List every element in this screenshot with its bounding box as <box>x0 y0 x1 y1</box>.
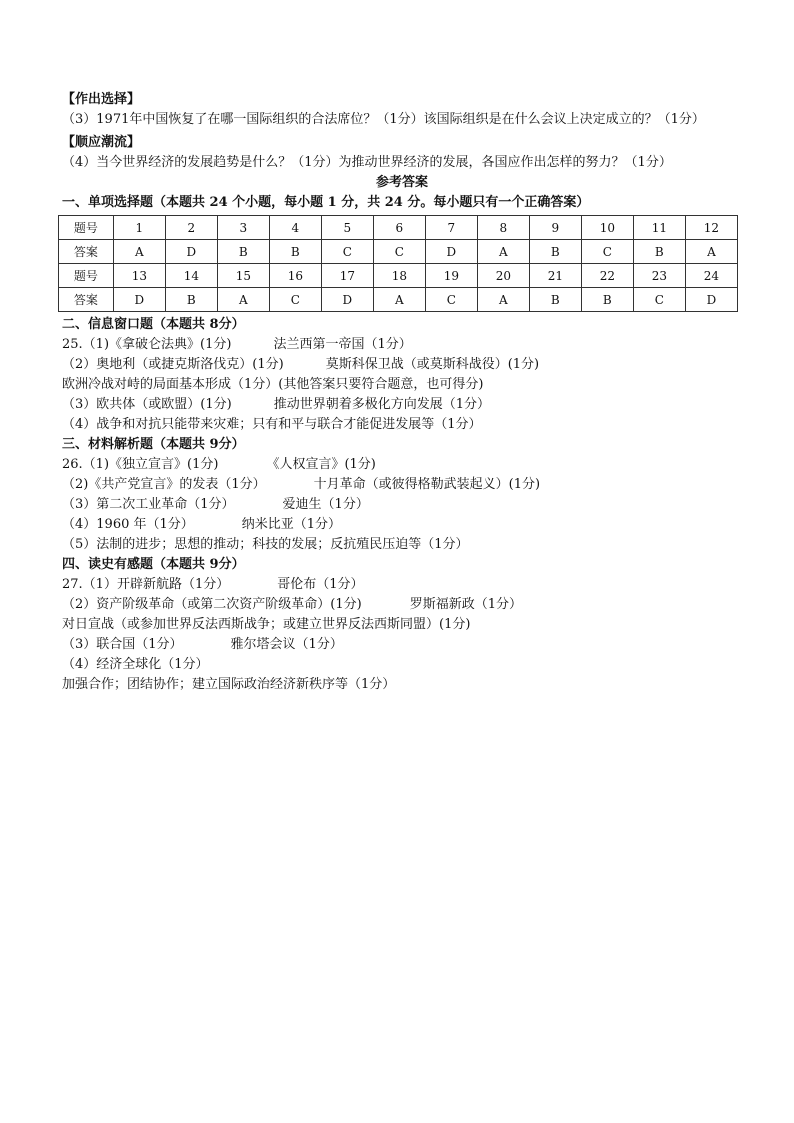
answer-text: 哥伦布（1分） <box>277 577 364 592</box>
answer-line <box>62 515 742 535</box>
answer-text: （3）第二次工业革命（1分） <box>62 497 235 512</box>
table-row-numbers-2 <box>59 264 738 288</box>
answer-text: （3）联合国（1分） <box>62 637 183 652</box>
answer-text: 罗斯福新政（1分） <box>409 597 522 612</box>
section-follow-title: 【顺应潮流】 <box>62 135 141 150</box>
table-cell: 17 <box>321 264 373 288</box>
table-cell: 2 <box>165 216 217 240</box>
table-cell: C <box>633 288 685 312</box>
answer-line <box>62 355 742 375</box>
answer-line <box>62 475 742 495</box>
table-cell: C <box>373 240 425 264</box>
table-cell: 1 <box>113 216 165 240</box>
answer-text: （2)《共产党宣言》的发表（1分） <box>62 477 266 492</box>
table-cell: 18 <box>373 264 425 288</box>
answer-text: 25.（1)《拿破仑法典》(1分) <box>62 337 232 352</box>
part4-title: 四、读史有感题（本题共 9分） <box>62 557 245 572</box>
table-cell: 12 <box>685 216 737 240</box>
answer-text: 十月革命（或彼得格勒武装起义）(1分) <box>313 477 541 492</box>
table-cell: 14 <box>165 264 217 288</box>
answer-text: 27.（1）开辟新航路（1分） <box>62 577 230 592</box>
part1-title: 一、单项选择题（本题共 24 个小题，每小题 1 分，共 24 分。每小题只有一个正确答案） <box>62 195 590 210</box>
answer-line <box>62 635 742 655</box>
table-cell: C <box>581 240 633 264</box>
table-cell: B <box>633 240 685 264</box>
answer-line: （4）战争和对抗只能带来灾难；只有和平与联合才能促进发展等（1分） <box>62 417 482 432</box>
table-row-answers-1 <box>59 240 738 264</box>
table-cell: 22 <box>581 264 633 288</box>
answer-text: 法兰西第一帝国（1分） <box>273 337 412 352</box>
table-cell: 6 <box>373 216 425 240</box>
answer-title: 参考答案 <box>375 175 428 190</box>
part2-title: 二、信息窗口题（本题共 8分） <box>62 317 245 332</box>
answer-line <box>62 575 742 595</box>
table-cell: 3 <box>217 216 269 240</box>
answer-text: 26.（1)《独立宣言》(1分) <box>62 457 219 472</box>
answer-line: 对日宣战（或参加世界反法西斯战争；或建立世界反法西斯同盟）(1分) <box>62 617 471 632</box>
answer-text: 纳米比亚（1分） <box>241 517 342 532</box>
table-cell: D <box>685 288 737 312</box>
row-label-ans: 答案 <box>59 240 114 264</box>
table-cell: 8 <box>477 216 529 240</box>
table-cell: A <box>685 240 737 264</box>
table-row-numbers-1 <box>59 216 738 240</box>
answer-table <box>58 215 738 312</box>
answer-line: 欧洲冷战对峙的局面基本形成（1分）(其他答案只要符合题意，也可得分) <box>62 377 484 392</box>
answer-line: （4）经济全球化（1分） <box>62 657 209 672</box>
table-cell: 4 <box>269 216 321 240</box>
table-cell: A <box>113 240 165 264</box>
answer-line <box>62 335 742 355</box>
table-cell: D <box>425 240 477 264</box>
table-cell: 9 <box>529 216 581 240</box>
answer-line <box>62 395 742 415</box>
row-label-num: 题号 <box>59 216 114 240</box>
table-cell: C <box>321 240 373 264</box>
answer-text: （4）1960 年（1分） <box>62 517 194 532</box>
table-cell: 21 <box>529 264 581 288</box>
table-cell: 7 <box>425 216 477 240</box>
answer-text: （3）欧共体（或欧盟）(1分) <box>62 397 232 412</box>
table-row-answers-2 <box>59 288 738 312</box>
answer-text: 爱迪生（1分） <box>282 497 369 512</box>
answer-text: 《人权宣言》(1分) <box>266 457 376 472</box>
table-cell: B <box>529 288 581 312</box>
table-cell: D <box>113 288 165 312</box>
table-cell: 5 <box>321 216 373 240</box>
answer-text: （2）奥地利（或捷克斯洛伐克）(1分) <box>62 357 284 372</box>
table-cell: 11 <box>633 216 685 240</box>
table-cell: 23 <box>633 264 685 288</box>
part3-title: 三、材料解析题（本题共 9分） <box>62 437 245 452</box>
row-label-ans: 答案 <box>59 288 114 312</box>
table-cell: 15 <box>217 264 269 288</box>
table-cell: D <box>321 288 373 312</box>
answer-line <box>62 595 742 615</box>
table-cell: B <box>217 240 269 264</box>
question-3: （3）1971年中国恢复了在哪一国际组织的合法席位？（1分）该国际组织是在什么会议上决定成立的？（1分） <box>62 112 705 127</box>
table-cell: B <box>269 240 321 264</box>
answer-line <box>62 495 742 515</box>
answer-text: 推动世界朝着多极化方向发展（1分） <box>273 397 490 412</box>
answer-line: （5）法制的进步；思想的推动；科技的发展；反抗殖民压迫等（1分） <box>62 537 469 552</box>
section-choose-title: 【作出选择】 <box>62 92 141 107</box>
table-cell: C <box>425 288 477 312</box>
table-cell: B <box>165 288 217 312</box>
question-4: （4）当今世界经济的发展趋势是什么？（1分）为推动世界经济的发展，各国应作出怎样的努力？（1分） <box>62 155 672 170</box>
table-cell: 20 <box>477 264 529 288</box>
answer-line: 加强合作；团结协作；建立国际政治经济新秩序等（1分） <box>62 677 396 692</box>
answer-page <box>62 90 742 695</box>
answer-text: （2）资产阶级革命（或第二次资产阶级革命）(1分) <box>62 597 362 612</box>
table-cell: 16 <box>269 264 321 288</box>
table-cell: 19 <box>425 264 477 288</box>
table-cell: A <box>477 240 529 264</box>
answer-line <box>62 455 742 475</box>
answer-text: 雅尔塔会议（1分） <box>230 637 343 652</box>
table-cell: 13 <box>113 264 165 288</box>
table-cell: A <box>373 288 425 312</box>
table-cell: 10 <box>581 216 633 240</box>
table-cell: B <box>581 288 633 312</box>
table-cell: A <box>477 288 529 312</box>
table-cell: D <box>165 240 217 264</box>
table-cell: C <box>269 288 321 312</box>
answer-text: 莫斯科保卫战（或莫斯科战役）(1分) <box>325 357 540 372</box>
table-cell: A <box>217 288 269 312</box>
row-label-num: 题号 <box>59 264 114 288</box>
table-cell: B <box>529 240 581 264</box>
table-cell: 24 <box>685 264 737 288</box>
